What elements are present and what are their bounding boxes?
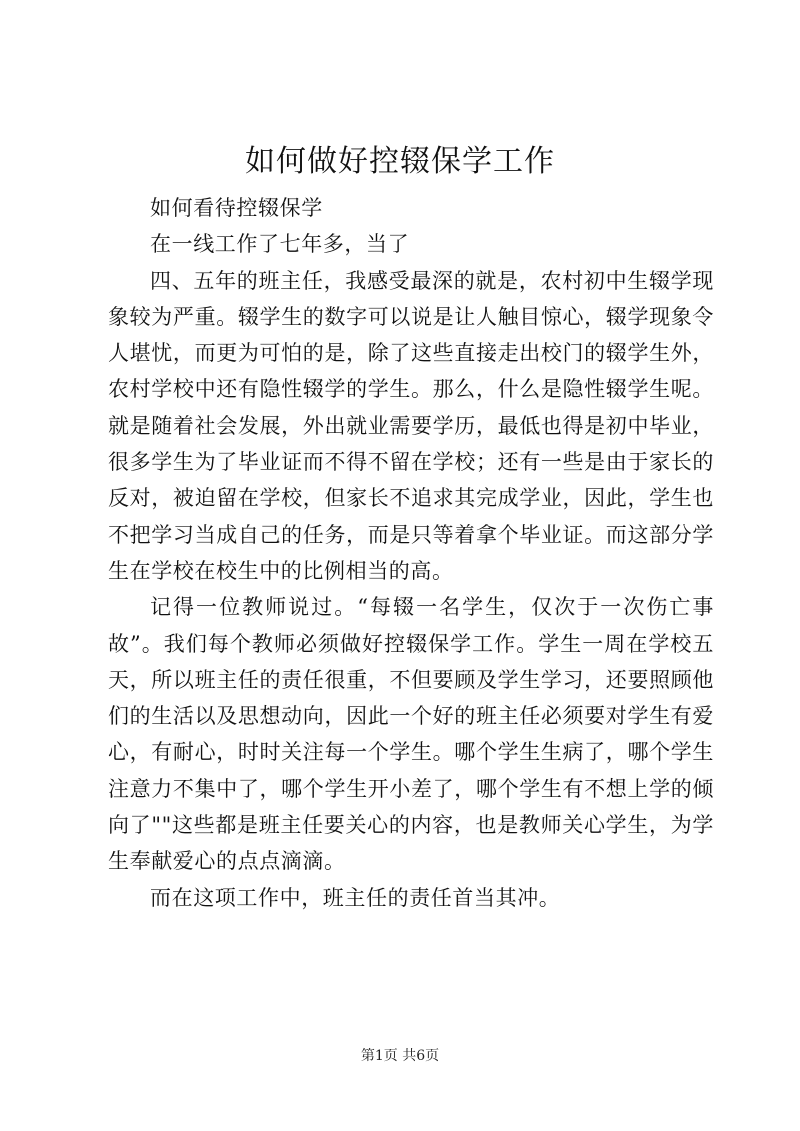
document-body bbox=[108, 190, 714, 916]
document-title: 如何做好控辍保学工作 bbox=[245, 144, 555, 179]
paragraph-dropout-situation: 四、五年的班主任，我感受最深的就是，农村初中生辍学现象较为严重。辍学生的数字可以说是让人触目惊心，辍学现象令人堪忧，而更为可怕的是，除了这些直接走出校门的辍学生外，农村学校中还有隐性辍学的学生。那么，什么是隐性辍学生呢。就是随着社会发展，外出就业需要学历，最低也得是初中毕业，很多学生为了毕业证而不得不留在学校；还有一些是由于家长的反对，被迫留在学校，但家长不追求其完成学业，因此，学生也不把学习当成自己的任务，而是只等着拿个毕业证。而这部分学生在学校在校生中的比例相当的高。 bbox=[108, 268, 714, 583]
paragraph-conclusion: 而在这项工作中，班主任的责任首当其冲。 bbox=[150, 885, 561, 910]
paragraph-teacher-role: 记得一位教师说过。“每辍一名学生，仅次于一次伤亡事故”。我们每个教师必须做好控辍保学工作。学生一周在学校五天，所以班主任的责任很重，不但要顾及学生学习，还要照顾他们的生活以及思想动向，因此一个好的班主任必须要对学生有爱心，有耐心，时时关注每一个学生。哪个学生生病了，哪个学生注意力不集中了，哪个学生开小差了，哪个学生有不想上学的倾向了""这些都是班主任要关心的内容，也是教师关心学生，为学生奉献爱心的点点滴滴。 bbox=[108, 595, 714, 874]
page-number-footer: 第1页 共6页 bbox=[360, 1048, 440, 1064]
paragraph-subtitle: 如何看待控辍保学 bbox=[150, 196, 323, 220]
paragraph-intro: 在一线工作了七年多，当了 bbox=[150, 232, 410, 257]
